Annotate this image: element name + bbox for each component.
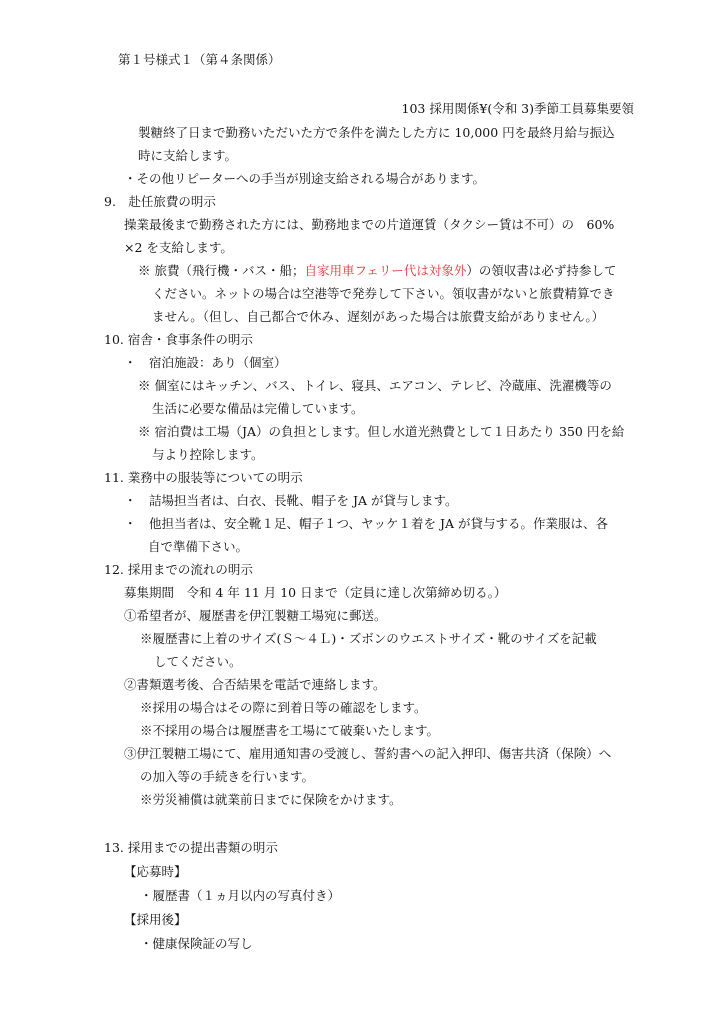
section10-note2-line2: 与より控除します。 <box>152 447 264 462</box>
section9-note-line1 <box>138 263 616 279</box>
section10-note2-line1: ※ 宿泊費は工場（JA）の負担とします。但し水道光熱費として１日あたり 350 円を給 <box>138 424 625 439</box>
form-label: 第１号様式１（第４条関係） <box>118 52 281 67</box>
section12-step3-line2: の加入等の手続きを行います。 <box>140 769 315 784</box>
section13-hired-item: ・健康保険証の写し <box>140 936 253 951</box>
section11-bullet2-line1: ・ 他担当者は、安全靴１足、帽子１つ、ヤッケ１着を JA が貸与する。作業服は、各 <box>124 516 608 531</box>
section10-bullet1: ・ 宿泊施設：あり（個室） <box>124 355 287 370</box>
section12-heading: 12. 採用までの流れの明示 <box>104 562 253 577</box>
section12-period: 募集期間 令和 4 年 11 月 10 日まで（定員に達し次第締め切る。） <box>124 585 507 600</box>
section9-note-line2: ください。ネットの場合は空港等で発券して下さい。領収書がないと旅費精算でき <box>152 286 615 301</box>
section9-note-pre: ※ 旅費（飛行機・バス・船； <box>138 263 305 278</box>
section13-hired-label: 【採用後】 <box>124 912 187 927</box>
document-title: 103 採用関係¥(令和 3)季節工員募集要領 <box>401 101 634 116</box>
section9-note-line3: ません。（但し、自己都合で休み、遅刻があった場合は旅費支給がありません。） <box>152 309 605 324</box>
section9-line2: ×2 を支給します。 <box>124 240 233 255</box>
section10-note1-line1: ※ 個室にはキッチン、バス、トイレ、寝具、エアコン、テレビ、冷蔵庫、洗濯機等の <box>138 378 612 393</box>
section13-apply-item: ・履歴書（１ヵ月以内の写真付き） <box>140 888 341 903</box>
section11-bullet1: ・ 詰場担当者は、白衣、長靴、帽子を JA が貸与します。 <box>124 493 458 508</box>
section12-step2-note2: ※不採用の場合は履歴書を工場にて破棄いたします。 <box>140 723 440 738</box>
section12-step1: ①希望者が、履歴書を伊江製糖工場宛に郵送。 <box>124 608 387 623</box>
section12-step2: ②書類選考後、合否結果を電話で連絡します。 <box>124 677 386 692</box>
section9-line1: 操業最後まで勤務された方には、勤務地までの片道運賃（タクシー賃は不可）の 60% <box>124 217 615 232</box>
section12-step1-note-line2: してください。 <box>154 654 242 669</box>
section9-note-post: ）の領収書は必ず持参して <box>466 263 617 278</box>
section10-note1-line2: 生活に必要な備品は完備しています。 <box>152 401 364 416</box>
section8-line3: ・その他リピーターへの手当が別途支給される場合があります。 <box>124 171 486 186</box>
section9-note-red: 自家用車フェリー代は対象外 <box>304 263 467 278</box>
section12-step3-line1: ③伊江製糖工場にて、雇用通知書の受渡し、誓約書への記入押印、傷害共済（保険）へ <box>124 746 612 761</box>
section11-heading: 11. 業務中の服装等についての明示 <box>104 470 303 485</box>
section13-apply-label: 【応募時】 <box>124 864 187 879</box>
section12-step2-note1: ※採用の場合はその際に到着日等の確認をします。 <box>140 700 427 715</box>
section12-step3-note: ※労災補償は就業前日までに保険をかけます。 <box>140 792 402 807</box>
section8-line2: 時に支給します。 <box>138 148 238 163</box>
section12-step1-note-line1: ※履歴書に上着のサイズ(Ｓ～４Ｌ)・ズボンのウエストサイズ・靴のサイズを記載 <box>140 631 597 646</box>
section11-bullet2-line2: 自で準備下さい。 <box>148 539 249 554</box>
section13-heading: 13. 採用までの提出書類の明示 <box>104 840 278 855</box>
section9-heading: 9. 赴任旅費の明示 <box>104 194 216 209</box>
section10-heading: 10. 宿舎・食事条件の明示 <box>104 332 253 347</box>
section8-line1: 製糖終了日まで勤務いただいた方で条件を満たした方に 10,000 円を最終月給与振込 <box>138 125 615 140</box>
